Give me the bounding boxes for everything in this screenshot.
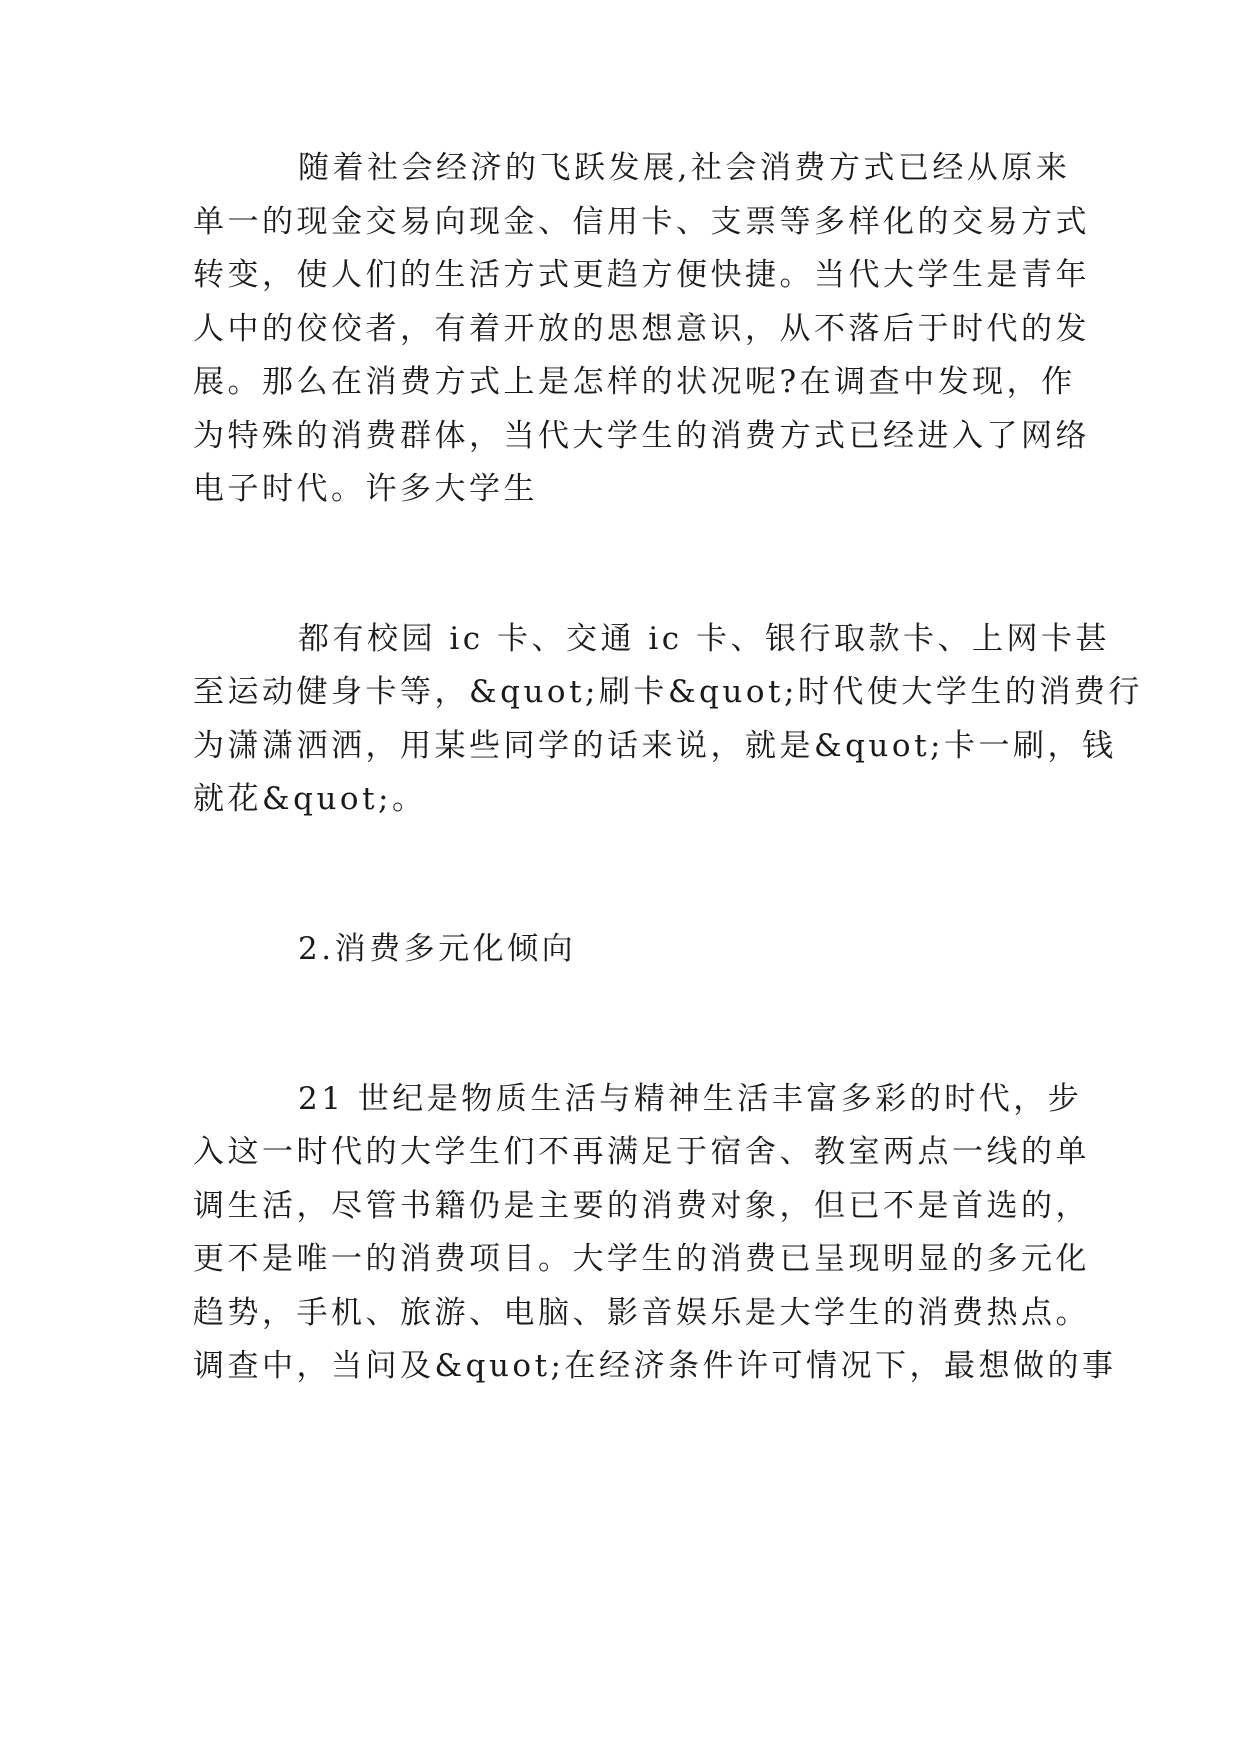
paragraph-1-line-6: 为特殊的消费群体，当代大学生的消费方式已经进入了网络 [193,418,1090,454]
paragraph-3-line-3: 调生活，尽管书籍仍是主要的消费对象，但已不是首选的， [193,1188,1090,1224]
paragraph-2-line-3: 为潇潇洒洒，用某些同学的话来说，就是&quot;卡一刷，钱 [193,728,1117,764]
paragraph-2-line-1: 都有校园 ic 卡、交通 ic 卡、银行取款卡、上网卡甚 [298,621,1110,657]
paragraph-1-line-4: 人中的佼佼者，有着开放的思想意识，从不落后于时代的发 [193,311,1090,347]
paragraph-3-line-5: 趋势，手机、旅游、电脑、影音娱乐是大学生的消费热点。 [193,1295,1090,1331]
paragraph-2-line-2: 至运动健身卡等，&quot;刷卡&quot;时代使大学生的消费行 [193,674,1143,710]
paragraph-3-line-4: 更不是唯一的消费项目。大学生的消费已呈现明显的多元化 [193,1241,1090,1277]
paragraph-1-line-7: 电子时代。许多大学生 [193,471,538,507]
paragraph-3-line-1: 21 世纪是物质生活与精神生活丰富多彩的时代，步 [298,1081,1083,1117]
paragraph-1-line-3: 转变，使人们的生活方式更趋方便快捷。当代大学生是青年 [193,257,1090,293]
paragraph-1-line-2: 单一的现金交易向现金、信用卡、支票等多样化的交易方式 [193,204,1090,240]
paragraph-1-line-5: 展。那么在消费方式上是怎样的状况呢?在调查中发现，作 [193,364,1076,400]
section-heading: 2.消费多元化倾向 [298,931,577,967]
paragraph-2-line-4: 就花&quot;。 [193,781,427,817]
paragraph-3-line-6: 调查中，当问及&quot;在经济条件许可情况下，最想做的事 [193,1348,1117,1384]
paragraph-3-line-2: 入这一时代的大学生们不再满足于宿舍、教室两点一线的单 [193,1134,1090,1170]
paragraph-1-line-1: 随着社会经济的飞跃发展,社会消费方式已经从原来 [298,150,1071,186]
